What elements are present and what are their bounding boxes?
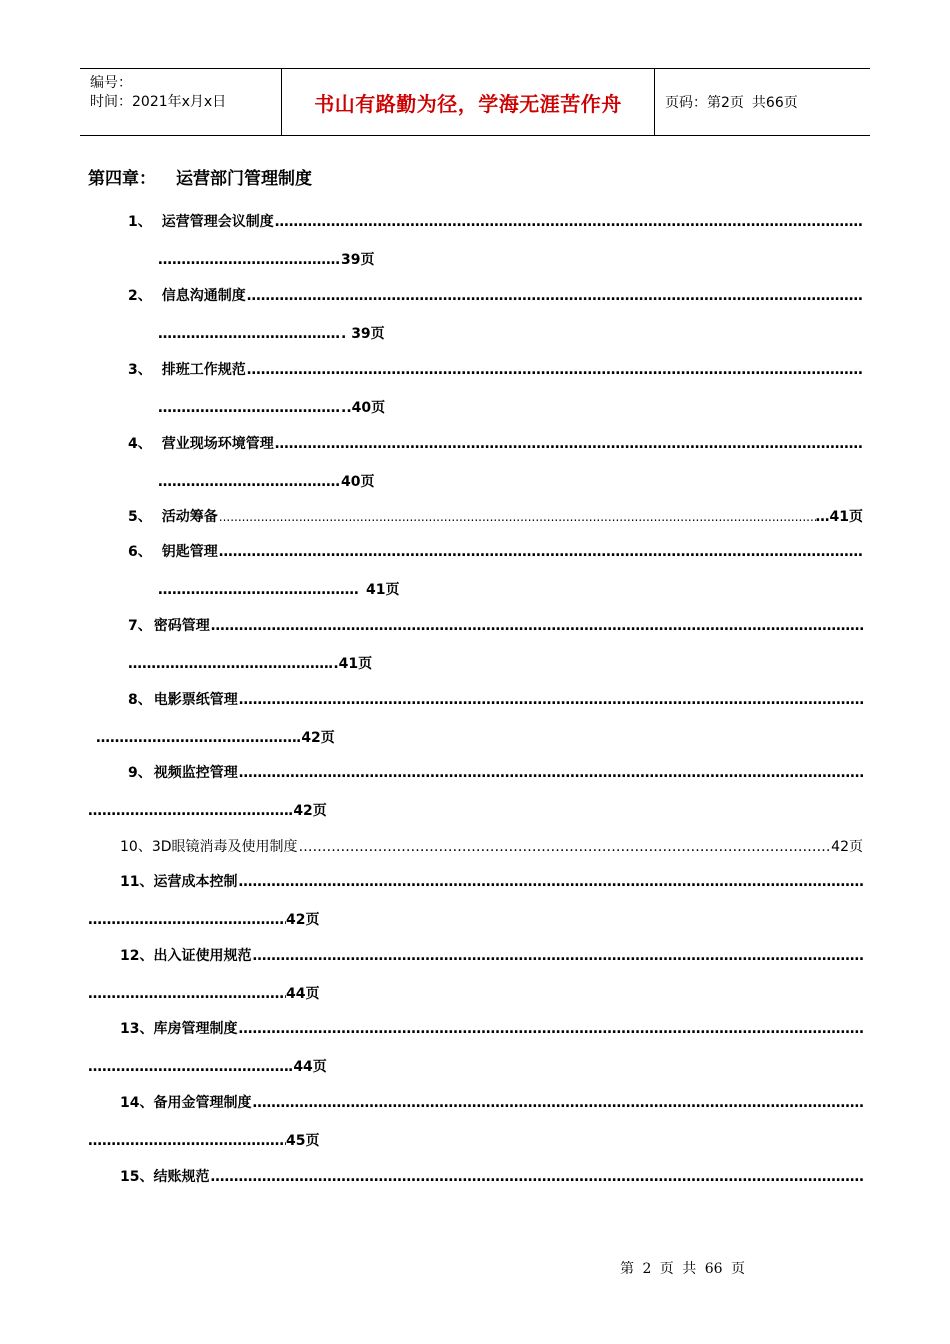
toc-leader bbox=[210, 1167, 863, 1187]
toc-page: .44页 bbox=[288, 1059, 327, 1075]
toc-leader bbox=[239, 763, 863, 783]
toc-num: 10、 bbox=[120, 839, 152, 855]
toc-title: 出入证使用规范 bbox=[153, 948, 252, 964]
toc-entry-3[interactable] bbox=[128, 360, 863, 380]
toc-num: 4、 bbox=[128, 436, 152, 452]
toc-num: 5、 bbox=[128, 509, 152, 525]
toc-entry-4[interactable] bbox=[128, 434, 863, 454]
toc-title: 3D眼镜消毒及使用制度 bbox=[151, 839, 298, 855]
toc-title: 电影票纸管理 bbox=[153, 692, 238, 708]
toc-title: 运营成本控制 bbox=[153, 874, 238, 890]
toc-page: 41页 bbox=[366, 582, 400, 598]
toc-page: …41页 bbox=[815, 509, 863, 525]
toc-title: 营业现场环境管理 bbox=[161, 436, 274, 452]
toc-leader bbox=[252, 946, 863, 966]
toc-entry-1[interactable] bbox=[128, 212, 863, 232]
page-label: 页码：第2页 bbox=[665, 95, 744, 111]
toc-leader bbox=[238, 1019, 863, 1039]
toc-title: 库房管理制度 bbox=[153, 1021, 238, 1037]
toc-leader bbox=[238, 872, 863, 892]
header-page-info bbox=[655, 69, 870, 135]
toc-page: 42页 bbox=[831, 839, 863, 855]
toc-entry-8[interactable] bbox=[128, 690, 863, 710]
time-label: 时间：2021年x月x日 bbox=[90, 94, 227, 110]
toc-page: . 39页 bbox=[341, 326, 385, 342]
toc-leader bbox=[275, 434, 863, 454]
chapter-title: 运营部门管理制度 bbox=[176, 169, 312, 189]
total-label: 共66页 bbox=[751, 95, 798, 111]
toc-leader bbox=[219, 542, 863, 562]
toc-entry-4-cont bbox=[158, 472, 374, 492]
toc-leader bbox=[239, 690, 863, 710]
toc-entry-8-cont bbox=[96, 728, 335, 748]
toc-num: 2、 bbox=[128, 288, 152, 304]
toc-leader bbox=[299, 837, 832, 857]
toc-title: 视频监控管理 bbox=[153, 765, 238, 781]
toc-num: 3、 bbox=[128, 362, 152, 378]
toc-leader bbox=[275, 212, 863, 232]
toc-page: 44页 bbox=[286, 986, 320, 1002]
toc-entry-14[interactable] bbox=[120, 1093, 863, 1113]
toc-page: ..40页 bbox=[341, 400, 386, 416]
toc-entry-10[interactable] bbox=[120, 837, 863, 857]
toc-title: 排班工作规范 bbox=[161, 362, 246, 378]
toc-page: .42页 bbox=[296, 730, 335, 746]
toc-page: .42页 bbox=[288, 803, 327, 819]
toc-num: 11、 bbox=[120, 874, 154, 890]
toc-leader bbox=[247, 360, 863, 380]
toc-entry-3-cont bbox=[158, 398, 385, 418]
toc-title: 密码管理 bbox=[153, 618, 210, 634]
toc-entry-11-cont bbox=[88, 910, 319, 930]
toc-title: 结账规范 bbox=[153, 1169, 210, 1185]
toc-leader bbox=[211, 616, 863, 636]
toc-title: 信息沟通制度 bbox=[161, 288, 246, 304]
toc-page: 45页 bbox=[286, 1133, 320, 1149]
header-meta bbox=[80, 69, 282, 135]
toc-title: 钥匙管理 bbox=[161, 544, 218, 560]
toc-entry-6-cont bbox=[158, 580, 399, 600]
toc-entry-7[interactable] bbox=[128, 616, 863, 636]
toc-num: 6、 bbox=[128, 544, 152, 560]
toc-leader bbox=[219, 507, 816, 527]
code-label: 编号： bbox=[90, 75, 132, 91]
toc-page: 39页 bbox=[341, 252, 375, 268]
toc-entry-11[interactable] bbox=[120, 872, 863, 892]
toc-page: 42页 bbox=[286, 912, 320, 928]
toc-entry-12[interactable] bbox=[120, 946, 863, 966]
toc-entry-1-cont bbox=[158, 250, 374, 270]
toc-num: 1、 bbox=[128, 214, 152, 230]
toc-title: 活动筹备 bbox=[161, 509, 218, 525]
toc-title: 备用金管理制度 bbox=[153, 1095, 252, 1111]
toc-entry-9[interactable] bbox=[128, 763, 863, 783]
toc-title: 运营管理会议制度 bbox=[161, 214, 274, 230]
toc-entry-2-cont bbox=[158, 324, 385, 344]
toc-num: 12、 bbox=[120, 948, 154, 964]
toc-entry-2[interactable] bbox=[128, 286, 863, 306]
toc-num: 7、 bbox=[128, 618, 152, 634]
chapter-heading bbox=[88, 164, 312, 189]
toc-num: 15、 bbox=[120, 1169, 154, 1185]
toc-leader bbox=[252, 1093, 863, 1113]
toc-entry-14-cont bbox=[88, 1131, 319, 1151]
toc-num: 9、 bbox=[128, 765, 152, 781]
toc-num: 14、 bbox=[120, 1095, 154, 1111]
toc-entry-7-cont bbox=[128, 654, 372, 674]
page-footer: 第 2 页 共 66 页 bbox=[620, 1261, 745, 1277]
toc-entry-12-cont bbox=[88, 984, 319, 1004]
chapter-label: 第四章： bbox=[88, 169, 156, 189]
toc-entry-9-cont bbox=[88, 801, 327, 821]
toc-entry-6[interactable] bbox=[128, 542, 863, 562]
toc-entry-13[interactable] bbox=[120, 1019, 863, 1039]
toc-entry-13-cont bbox=[88, 1057, 327, 1077]
toc-num: 8、 bbox=[128, 692, 152, 708]
toc-leader bbox=[247, 286, 863, 306]
toc-entry-15[interactable] bbox=[120, 1167, 863, 1187]
toc-page: 40页 bbox=[341, 474, 375, 490]
page-header bbox=[80, 68, 870, 136]
toc-page: ..41页 bbox=[328, 656, 373, 672]
header-motto: 书山有路勤为径，学海无涯苦作舟 bbox=[282, 69, 655, 135]
toc-num: 13、 bbox=[120, 1021, 154, 1037]
toc-entry-5[interactable] bbox=[128, 507, 863, 527]
